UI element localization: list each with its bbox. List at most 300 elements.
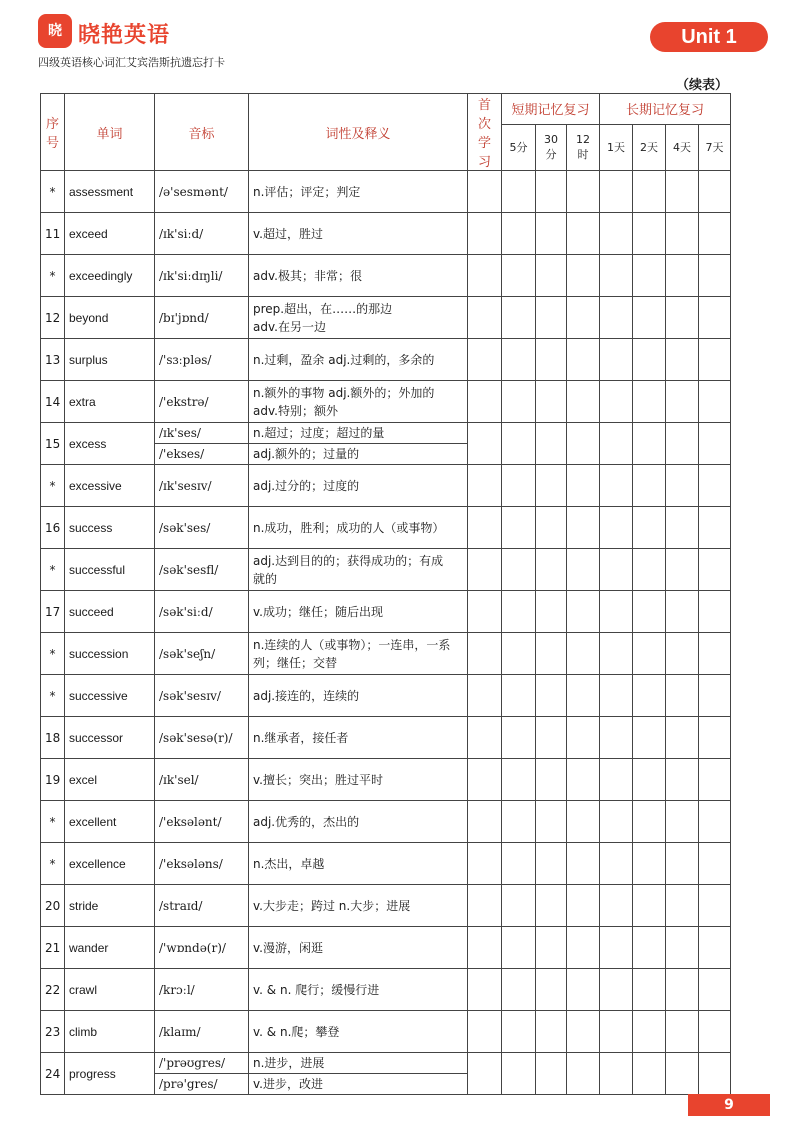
definition-cell: adj.额外的；过量的 bbox=[249, 444, 468, 465]
checkbox-cell[interactable] bbox=[468, 507, 502, 549]
checkbox-cell[interactable] bbox=[536, 717, 567, 759]
checkbox-cell[interactable] bbox=[567, 759, 600, 801]
ipa-cell: /ɪk'sel/ bbox=[155, 759, 249, 801]
checkbox-cell[interactable] bbox=[666, 1011, 699, 1053]
row-number: * bbox=[41, 171, 65, 213]
table-row bbox=[41, 885, 731, 927]
definition-cell: adj.接连的，连续的 bbox=[249, 675, 468, 717]
checkbox-cell[interactable] bbox=[502, 1053, 536, 1095]
checkbox-cell[interactable] bbox=[666, 801, 699, 843]
checkbox-cell[interactable] bbox=[536, 1053, 567, 1095]
row-number: 19 bbox=[41, 759, 65, 801]
checkbox-cell[interactable] bbox=[699, 591, 731, 633]
checkbox-cell[interactable] bbox=[567, 675, 600, 717]
word-cell: assessment bbox=[65, 171, 155, 213]
checkbox-cell[interactable] bbox=[468, 1053, 502, 1095]
definition-cell: adj.达到目的的；获得成功的；有成 就的 bbox=[249, 549, 468, 591]
checkbox-cell[interactable] bbox=[666, 171, 699, 213]
checkbox-cell[interactable] bbox=[502, 801, 536, 843]
checkbox-cell[interactable] bbox=[468, 717, 502, 759]
ipa-cell: /'eksələns/ bbox=[155, 843, 249, 885]
checkbox-cell[interactable] bbox=[536, 759, 567, 801]
word-cell: surplus bbox=[65, 339, 155, 381]
checkbox-cell[interactable] bbox=[633, 1053, 666, 1095]
checkbox-cell[interactable] bbox=[600, 507, 633, 549]
checkbox-cell[interactable] bbox=[600, 591, 633, 633]
checkbox-cell[interactable] bbox=[600, 549, 633, 591]
word-cell: crawl bbox=[65, 969, 155, 1011]
checkbox-cell[interactable] bbox=[502, 381, 536, 423]
checkbox-cell[interactable] bbox=[600, 1053, 633, 1095]
checkbox-cell[interactable] bbox=[567, 885, 600, 927]
checkbox-cell[interactable] bbox=[502, 675, 536, 717]
checkbox-cell[interactable] bbox=[633, 759, 666, 801]
checkbox-cell[interactable] bbox=[699, 465, 731, 507]
checkbox-cell[interactable] bbox=[502, 255, 536, 297]
checkbox-cell[interactable] bbox=[699, 255, 731, 297]
table-row bbox=[41, 591, 731, 633]
checkbox-cell[interactable] bbox=[502, 885, 536, 927]
word-cell: progress bbox=[65, 1053, 155, 1095]
ipa-cell: /'ekses/ bbox=[155, 444, 249, 465]
row-number: * bbox=[41, 255, 65, 297]
table-row bbox=[41, 339, 731, 381]
definition-cell: n.进步，进展 bbox=[249, 1053, 468, 1074]
checkbox-cell[interactable] bbox=[699, 885, 731, 927]
word-cell: succeed bbox=[65, 591, 155, 633]
checkbox-cell[interactable] bbox=[567, 423, 600, 465]
checkbox-cell[interactable] bbox=[536, 171, 567, 213]
definition-cell: adj.过分的；过度的 bbox=[249, 465, 468, 507]
checkbox-cell[interactable] bbox=[567, 801, 600, 843]
table-row bbox=[41, 549, 731, 591]
checkbox-cell[interactable] bbox=[567, 1011, 600, 1053]
checkbox-cell[interactable] bbox=[600, 423, 633, 465]
ipa-cell: /ɪk'siːd/ bbox=[155, 213, 249, 255]
word-cell: climb bbox=[65, 1011, 155, 1053]
ipa-cell: /bɪ'jɒnd/ bbox=[155, 297, 249, 339]
page-header bbox=[38, 14, 778, 69]
row-number: * bbox=[41, 801, 65, 843]
subheader-short-2: 12时 bbox=[567, 124, 600, 170]
checkbox-cell[interactable] bbox=[502, 591, 536, 633]
checkbox-cell[interactable] bbox=[633, 339, 666, 381]
checkbox-cell[interactable] bbox=[633, 591, 666, 633]
checkbox-cell[interactable] bbox=[666, 255, 699, 297]
table-row bbox=[41, 1053, 731, 1074]
checkbox-cell[interactable] bbox=[633, 381, 666, 423]
checkbox-cell[interactable] bbox=[699, 213, 731, 255]
row-number: 11 bbox=[41, 213, 65, 255]
checkbox-cell[interactable] bbox=[600, 969, 633, 1011]
ipa-cell: /'eksələnt/ bbox=[155, 801, 249, 843]
checkbox-cell[interactable] bbox=[468, 255, 502, 297]
word-cell: excessive bbox=[65, 465, 155, 507]
checkbox-cell[interactable] bbox=[600, 465, 633, 507]
row-number: 24 bbox=[41, 1053, 65, 1095]
word-cell: successful bbox=[65, 549, 155, 591]
word-cell: exceed bbox=[65, 213, 155, 255]
checkbox-cell[interactable] bbox=[600, 885, 633, 927]
checkbox-cell[interactable] bbox=[567, 171, 600, 213]
checkbox-cell[interactable] bbox=[468, 633, 502, 675]
checkbox-cell[interactable] bbox=[666, 507, 699, 549]
table-row bbox=[41, 927, 731, 969]
checkbox-cell[interactable] bbox=[633, 255, 666, 297]
ipa-cell: /ɪk'siːdɪŋli/ bbox=[155, 255, 249, 297]
checkbox-cell[interactable] bbox=[600, 801, 633, 843]
table-row bbox=[41, 507, 731, 549]
checkbox-cell[interactable] bbox=[633, 465, 666, 507]
table-row bbox=[41, 969, 731, 1011]
definition-cell: adj.优秀的，杰出的 bbox=[249, 801, 468, 843]
checkbox-cell[interactable] bbox=[633, 927, 666, 969]
checkbox-cell[interactable] bbox=[567, 1053, 600, 1095]
checkbox-cell[interactable] bbox=[468, 843, 502, 885]
ipa-cell: /ə'sesmənt/ bbox=[155, 171, 249, 213]
checkbox-cell[interactable] bbox=[536, 255, 567, 297]
definition-cell: n.评估；评定；判定 bbox=[249, 171, 468, 213]
checkbox-cell[interactable] bbox=[502, 549, 536, 591]
row-number: * bbox=[41, 843, 65, 885]
checkbox-cell[interactable] bbox=[666, 759, 699, 801]
checkbox-cell[interactable] bbox=[600, 759, 633, 801]
header-short-term: 短期记忆复习 bbox=[502, 94, 600, 125]
row-number: 13 bbox=[41, 339, 65, 381]
subheader-long-0: 1天 bbox=[600, 124, 633, 170]
ipa-cell: /krɔːl/ bbox=[155, 969, 249, 1011]
row-number: 14 bbox=[41, 381, 65, 423]
checkbox-cell[interactable] bbox=[600, 675, 633, 717]
checkbox-cell[interactable] bbox=[633, 675, 666, 717]
checkbox-cell[interactable] bbox=[699, 423, 731, 465]
checkbox-cell[interactable] bbox=[536, 969, 567, 1011]
checkbox-cell[interactable] bbox=[666, 675, 699, 717]
checkbox-cell[interactable] bbox=[567, 591, 600, 633]
row-number: 16 bbox=[41, 507, 65, 549]
checkbox-cell[interactable] bbox=[502, 927, 536, 969]
checkbox-cell[interactable] bbox=[633, 633, 666, 675]
definition-cell: v.擅长；突出；胜过平时 bbox=[249, 759, 468, 801]
ipa-cell: /prə'gres/ bbox=[155, 1074, 249, 1095]
checkbox-cell[interactable] bbox=[600, 717, 633, 759]
checkbox-cell[interactable] bbox=[699, 297, 731, 339]
definition-cell: prep.超出，在……的那边 adv.在另一边 bbox=[249, 297, 468, 339]
checkbox-cell[interactable] bbox=[699, 633, 731, 675]
checkbox-cell[interactable] bbox=[536, 633, 567, 675]
checkbox-cell[interactable] bbox=[468, 213, 502, 255]
row-number: 20 bbox=[41, 885, 65, 927]
checkbox-cell[interactable] bbox=[567, 633, 600, 675]
checkbox-cell[interactable] bbox=[633, 549, 666, 591]
word-cell: successor bbox=[65, 717, 155, 759]
checkbox-cell[interactable] bbox=[633, 213, 666, 255]
checkbox-cell[interactable] bbox=[666, 927, 699, 969]
checkbox-cell[interactable] bbox=[502, 297, 536, 339]
checkbox-cell[interactable] bbox=[600, 633, 633, 675]
checkbox-cell[interactable] bbox=[666, 381, 699, 423]
checkbox-cell[interactable] bbox=[567, 255, 600, 297]
checkbox-cell[interactable] bbox=[468, 171, 502, 213]
checkbox-cell[interactable] bbox=[699, 801, 731, 843]
checkbox-cell[interactable] bbox=[699, 507, 731, 549]
checkbox-cell[interactable] bbox=[666, 969, 699, 1011]
checkbox-cell[interactable] bbox=[666, 1053, 699, 1095]
definition-cell: n.成功，胜利；成功的人（或事物） bbox=[249, 507, 468, 549]
table-row bbox=[41, 759, 731, 801]
checkbox-cell[interactable] bbox=[633, 801, 666, 843]
subheader-long-3: 7天 bbox=[699, 124, 731, 170]
table-row bbox=[41, 1011, 731, 1053]
checkbox-cell[interactable] bbox=[699, 969, 731, 1011]
checkbox-cell[interactable] bbox=[699, 675, 731, 717]
ipa-cell: /klaɪm/ bbox=[155, 1011, 249, 1053]
table-row bbox=[41, 213, 731, 255]
checkbox-cell[interactable] bbox=[567, 465, 600, 507]
checkbox-cell[interactable] bbox=[536, 927, 567, 969]
ipa-cell: /sək'siːd/ bbox=[155, 591, 249, 633]
checkbox-cell[interactable] bbox=[502, 1011, 536, 1053]
checkbox-cell[interactable] bbox=[536, 843, 567, 885]
checkbox-cell[interactable] bbox=[666, 339, 699, 381]
checkbox-cell[interactable] bbox=[567, 297, 600, 339]
checkbox-cell[interactable] bbox=[633, 507, 666, 549]
ipa-cell: /sək'ses/ bbox=[155, 507, 249, 549]
checkbox-cell[interactable] bbox=[600, 297, 633, 339]
checkbox-cell[interactable] bbox=[666, 885, 699, 927]
row-number: 23 bbox=[41, 1011, 65, 1053]
checkbox-cell[interactable] bbox=[502, 213, 536, 255]
checkbox-cell[interactable] bbox=[536, 1011, 567, 1053]
checkbox-cell[interactable] bbox=[502, 843, 536, 885]
checkbox-cell[interactable] bbox=[468, 969, 502, 1011]
checkbox-cell[interactable] bbox=[633, 843, 666, 885]
checkbox-cell[interactable] bbox=[536, 465, 567, 507]
ipa-cell: /'wɒndə(r)/ bbox=[155, 927, 249, 969]
table-row bbox=[41, 801, 731, 843]
header-first-study: 首次学习 bbox=[468, 94, 502, 171]
checkbox-cell[interactable] bbox=[502, 507, 536, 549]
row-number: 12 bbox=[41, 297, 65, 339]
word-cell: success bbox=[65, 507, 155, 549]
checkbox-cell[interactable] bbox=[536, 339, 567, 381]
word-cell: excel bbox=[65, 759, 155, 801]
checkbox-cell[interactable] bbox=[666, 633, 699, 675]
checkbox-cell[interactable] bbox=[536, 297, 567, 339]
ipa-cell: /ɪk'ses/ bbox=[155, 423, 249, 444]
checkbox-cell[interactable] bbox=[502, 633, 536, 675]
checkbox-cell[interactable] bbox=[536, 675, 567, 717]
definition-cell: v. & n. 爬行；缓慢行进 bbox=[249, 969, 468, 1011]
row-number: * bbox=[41, 633, 65, 675]
checkbox-cell[interactable] bbox=[699, 1011, 731, 1053]
definition-cell: v.超过，胜过 bbox=[249, 213, 468, 255]
checkbox-cell[interactable] bbox=[468, 927, 502, 969]
checkbox-cell[interactable] bbox=[536, 507, 567, 549]
row-number: 22 bbox=[41, 969, 65, 1011]
checkbox-cell[interactable] bbox=[468, 549, 502, 591]
checkbox-cell[interactable] bbox=[536, 381, 567, 423]
checkbox-cell[interactable] bbox=[502, 423, 536, 465]
table-row bbox=[41, 171, 731, 213]
checkbox-cell[interactable] bbox=[567, 507, 600, 549]
checkbox-cell[interactable] bbox=[633, 885, 666, 927]
definition-cell: v.成功；继任；随后出现 bbox=[249, 591, 468, 633]
checkbox-cell[interactable] bbox=[567, 339, 600, 381]
checkbox-cell[interactable] bbox=[600, 381, 633, 423]
checkbox-cell[interactable] bbox=[666, 465, 699, 507]
checkbox-cell[interactable] bbox=[699, 759, 731, 801]
checkbox-cell[interactable] bbox=[699, 381, 731, 423]
checkbox-cell[interactable] bbox=[468, 675, 502, 717]
definition-cell: n.杰出，卓越 bbox=[249, 843, 468, 885]
checkbox-cell[interactable] bbox=[468, 423, 502, 465]
ipa-cell: /sək'sesə(r)/ bbox=[155, 717, 249, 759]
checkbox-cell[interactable] bbox=[567, 927, 600, 969]
checkbox-cell[interactable] bbox=[468, 801, 502, 843]
ipa-cell: /'sɜːpləs/ bbox=[155, 339, 249, 381]
subheader-short-0: 5分 bbox=[502, 124, 536, 170]
checkbox-cell[interactable] bbox=[699, 843, 731, 885]
header-definition: 词性及释义 bbox=[249, 94, 468, 171]
ipa-cell: /sək'seʃn/ bbox=[155, 633, 249, 675]
definition-cell: n.过剩，盈余 adj.过剩的，多余的 bbox=[249, 339, 468, 381]
checkbox-cell[interactable] bbox=[600, 843, 633, 885]
checkbox-cell[interactable] bbox=[468, 759, 502, 801]
checkbox-cell[interactable] bbox=[666, 843, 699, 885]
checkbox-cell[interactable] bbox=[699, 717, 731, 759]
word-cell: successive bbox=[65, 675, 155, 717]
definition-cell: v.进步，改进 bbox=[249, 1074, 468, 1095]
table-row bbox=[41, 297, 731, 339]
table-row bbox=[41, 255, 731, 297]
checkbox-cell[interactable] bbox=[699, 171, 731, 213]
checkbox-cell[interactable] bbox=[633, 423, 666, 465]
checkbox-cell[interactable] bbox=[633, 969, 666, 1011]
checkbox-cell[interactable] bbox=[468, 465, 502, 507]
word-cell: beyond bbox=[65, 297, 155, 339]
page-number: 9 bbox=[688, 1094, 770, 1116]
checkbox-cell[interactable] bbox=[633, 297, 666, 339]
word-cell: excellent bbox=[65, 801, 155, 843]
vocabulary-table bbox=[40, 93, 731, 1095]
checkbox-cell[interactable] bbox=[633, 717, 666, 759]
checkbox-cell[interactable] bbox=[468, 591, 502, 633]
book-subtitle: 四级英语核心词汇艾宾浩斯抗遗忘打卡 bbox=[38, 56, 225, 69]
checkbox-cell[interactable] bbox=[502, 759, 536, 801]
table-row bbox=[41, 633, 731, 675]
checkbox-cell[interactable] bbox=[600, 255, 633, 297]
definition-cell: n.继承者，接任者 bbox=[249, 717, 468, 759]
checkbox-cell[interactable] bbox=[699, 927, 731, 969]
table-row bbox=[41, 675, 731, 717]
word-cell: wander bbox=[65, 927, 155, 969]
checkbox-cell[interactable] bbox=[666, 717, 699, 759]
checkbox-cell[interactable] bbox=[468, 885, 502, 927]
checkbox-cell[interactable] bbox=[699, 339, 731, 381]
header-long-term: 长期记忆复习 bbox=[600, 94, 731, 125]
checkbox-cell[interactable] bbox=[699, 1053, 731, 1095]
word-cell: exceedingly bbox=[65, 255, 155, 297]
unit-badge: Unit 1 bbox=[650, 22, 768, 52]
definition-cell: adv.极其；非常；很 bbox=[249, 255, 468, 297]
ipa-cell: /'prəʊgres/ bbox=[155, 1053, 249, 1074]
checkbox-cell[interactable] bbox=[567, 381, 600, 423]
checkbox-cell[interactable] bbox=[600, 339, 633, 381]
header-word: 单词 bbox=[65, 94, 155, 171]
definition-cell: v.大步走；跨过 n.大步；进展 bbox=[249, 885, 468, 927]
checkbox-cell[interactable] bbox=[536, 423, 567, 465]
table-row bbox=[41, 423, 731, 444]
definition-cell: n.额外的事物 adj.额外的；外加的 adv.特别；额外 bbox=[249, 381, 468, 423]
row-number: * bbox=[41, 675, 65, 717]
word-cell: stride bbox=[65, 885, 155, 927]
table-row bbox=[41, 717, 731, 759]
ipa-cell: /'ekstrə/ bbox=[155, 381, 249, 423]
word-cell: extra bbox=[65, 381, 155, 423]
ipa-cell: /ɪk'sesɪv/ bbox=[155, 465, 249, 507]
checkbox-cell[interactable] bbox=[536, 885, 567, 927]
definition-cell: v.漫游，闲逛 bbox=[249, 927, 468, 969]
header-ipa: 音标 bbox=[155, 94, 249, 171]
checkbox-cell[interactable] bbox=[666, 549, 699, 591]
checkbox-cell[interactable] bbox=[567, 549, 600, 591]
checkbox-cell[interactable] bbox=[600, 1011, 633, 1053]
checkbox-cell[interactable] bbox=[666, 297, 699, 339]
definition-cell: n.连续的人（或事物）；一连串，一系 列；继任；交替 bbox=[249, 633, 468, 675]
word-cell: excellence bbox=[65, 843, 155, 885]
checkbox-cell[interactable] bbox=[536, 801, 567, 843]
checkbox-cell[interactable] bbox=[567, 843, 600, 885]
word-cell: succession bbox=[65, 633, 155, 675]
checkbox-cell[interactable] bbox=[536, 549, 567, 591]
checkbox-cell[interactable] bbox=[666, 591, 699, 633]
checkbox-cell[interactable] bbox=[567, 717, 600, 759]
checkbox-cell[interactable] bbox=[502, 465, 536, 507]
checkbox-cell[interactable] bbox=[666, 213, 699, 255]
header-no: 序号 bbox=[41, 94, 65, 171]
brand-logo-icon: 晓 bbox=[38, 14, 72, 48]
checkbox-cell[interactable] bbox=[536, 213, 567, 255]
checkbox-cell[interactable] bbox=[600, 171, 633, 213]
checkbox-cell[interactable] bbox=[666, 423, 699, 465]
checkbox-cell[interactable] bbox=[502, 339, 536, 381]
checkbox-cell[interactable] bbox=[633, 171, 666, 213]
checkbox-cell[interactable] bbox=[633, 1011, 666, 1053]
checkbox-cell[interactable] bbox=[699, 549, 731, 591]
checkbox-cell[interactable] bbox=[600, 213, 633, 255]
checkbox-cell[interactable] bbox=[468, 339, 502, 381]
ipa-cell: /straɪd/ bbox=[155, 885, 249, 927]
checkbox-cell[interactable] bbox=[567, 213, 600, 255]
checkbox-cell[interactable] bbox=[502, 717, 536, 759]
continued-label: （续表） bbox=[675, 78, 728, 93]
checkbox-cell[interactable] bbox=[468, 297, 502, 339]
checkbox-cell[interactable] bbox=[600, 927, 633, 969]
ipa-cell: /sək'sesfl/ bbox=[155, 549, 249, 591]
checkbox-cell[interactable] bbox=[502, 969, 536, 1011]
definition-cell: n.超过；过度；超过的量 bbox=[249, 423, 468, 444]
checkbox-cell[interactable] bbox=[536, 591, 567, 633]
subheader-long-2: 4天 bbox=[666, 124, 699, 170]
row-number: * bbox=[41, 465, 65, 507]
checkbox-cell[interactable] bbox=[468, 381, 502, 423]
checkbox-cell[interactable] bbox=[567, 969, 600, 1011]
checkbox-cell[interactable] bbox=[502, 171, 536, 213]
row-number: 15 bbox=[41, 423, 65, 465]
row-number: 18 bbox=[41, 717, 65, 759]
checkbox-cell[interactable] bbox=[468, 1011, 502, 1053]
